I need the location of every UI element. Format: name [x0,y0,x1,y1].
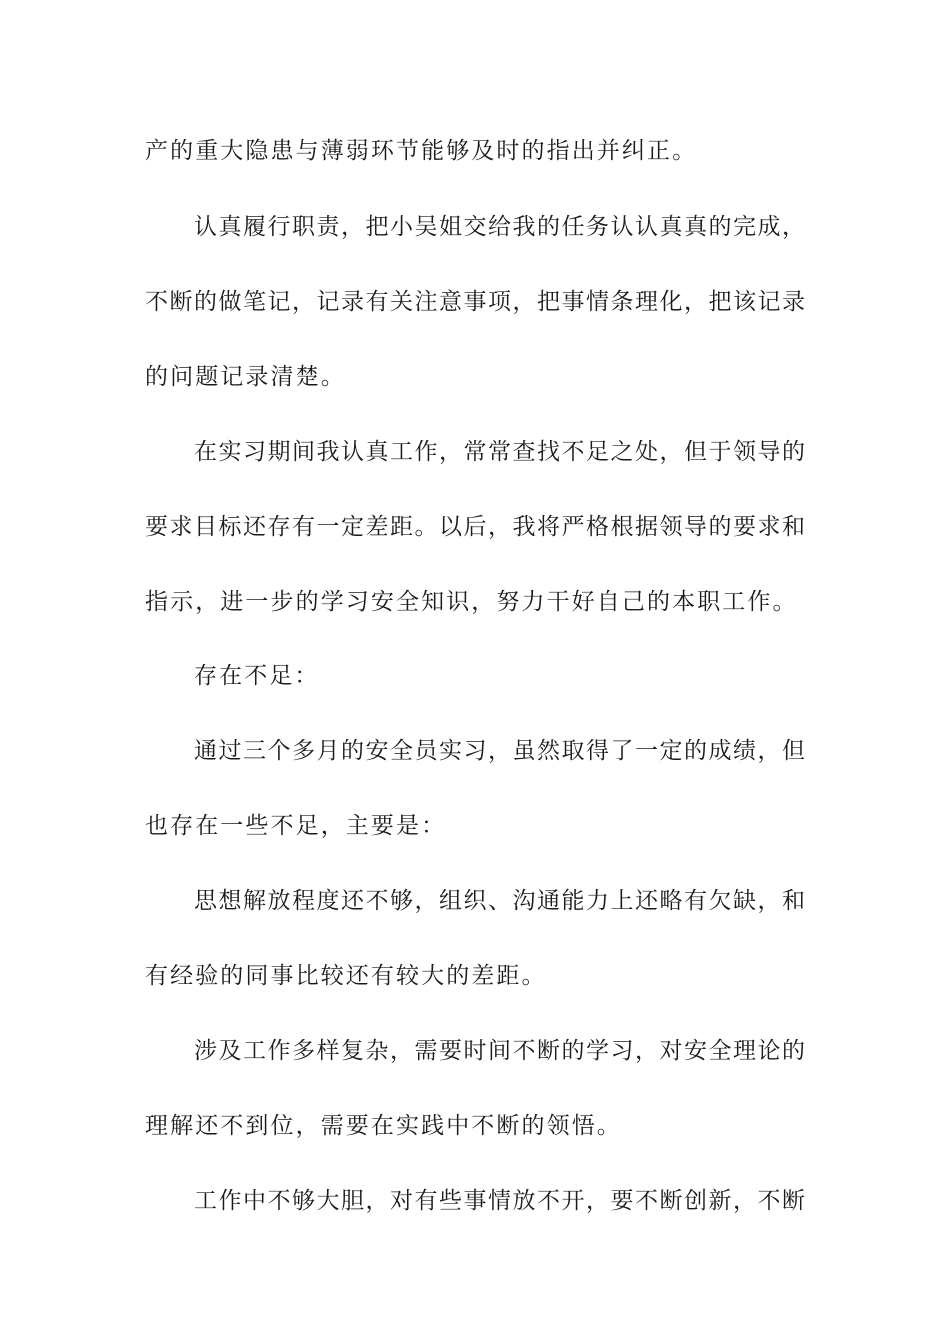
text-line: 的问题记录清楚。 [145,364,346,390]
text-line: 不断的做笔记，记录有关注意事项，把事情条理化，把该记录 [145,289,805,315]
paragraph-first-line: 思想解放程度还不够，组织、沟通能力上还略有欠缺，和 [194,888,805,914]
text-line: 也存在一些不足，主要是： [145,813,447,839]
section-heading: 存在不足： [194,663,320,689]
text-line: 指示，进一步的学习安全知识，努力干好自己的本职工作。 [145,589,798,615]
paragraph-first-line: 认真履行职责，把小吴姐交给我的任务认认真真的完成， [194,214,805,240]
text-line: 要求目标还存有一定差距。以后，我将严格根据领导的要求和 [145,514,805,540]
paragraph-first-line: 在实习期间我认真工作，常常查找不足之处，但于领导的 [194,439,805,465]
text-line: 产的重大隐患与薄弱环节能够及时的指出并纠正。 [145,138,698,164]
text-line: 理解还不到位，需要在实践中不断的领悟。 [145,1113,622,1139]
paragraph-first-line: 通过三个多月的安全员实习，虽然取得了一定的成绩，但 [194,738,805,764]
paragraph-first-line: 工作中不够大胆，对有些事情放不开，要不断创新，不断 [194,1188,805,1214]
paragraph-first-line: 涉及工作多样复杂，需要时间不断的学习，对安全理论的 [194,1038,805,1064]
text-line: 有经验的同事比较还有较大的差距。 [145,963,547,989]
